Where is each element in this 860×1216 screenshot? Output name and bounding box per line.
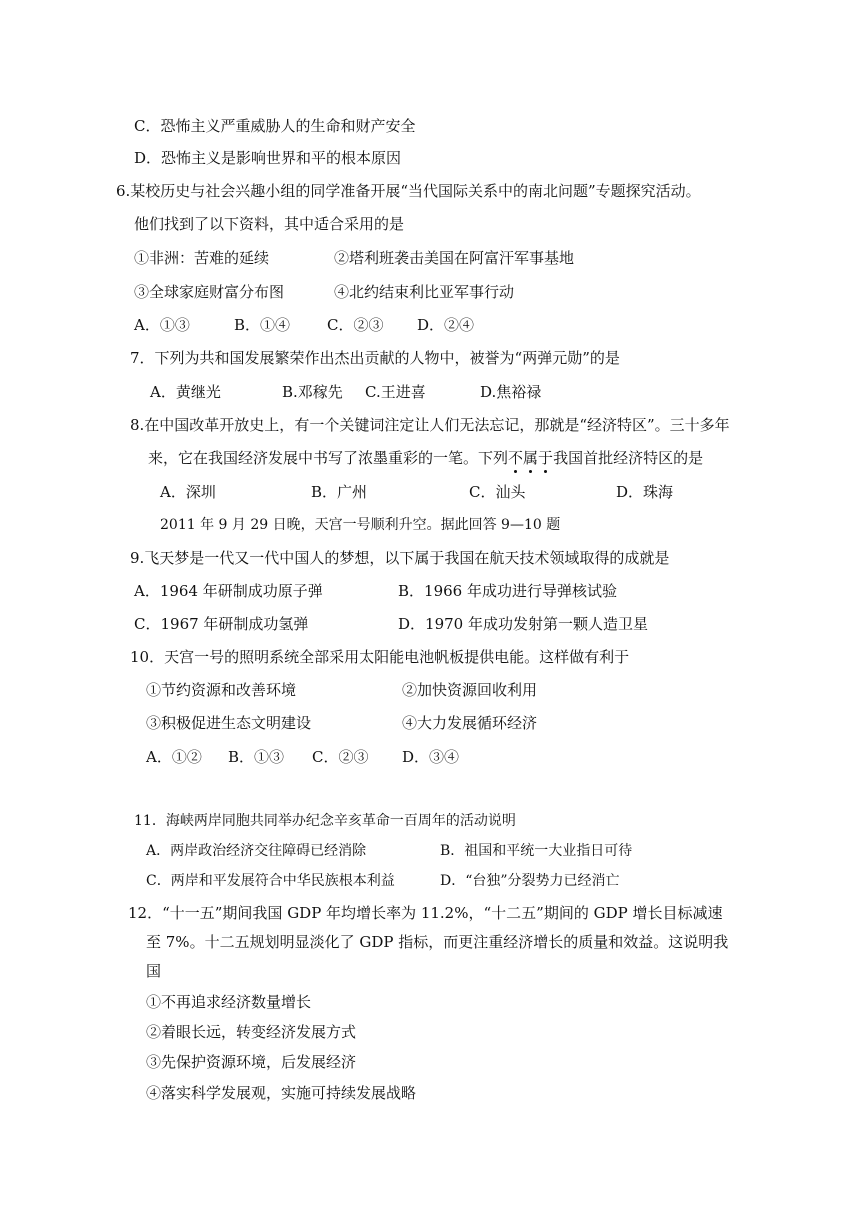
- q5-option-d: D．恐怖主义是影响世界和平的根本原因: [134, 149, 402, 167]
- q9-stem: 9.飞天梦是一代又一代中国人的梦想，以下属于我国在航天技术领域取得的成就是: [130, 549, 670, 567]
- q6-option-b: B．①④: [234, 316, 291, 334]
- q6-material-3: ③全球家庭财富分布图: [134, 283, 285, 301]
- q10-stem: 10．天宫一号的照明系统全部采用太阳能电池帆板提供电能。这样做有利于: [130, 648, 630, 666]
- q12-statement-2: ②着眼长远，转变经济发展方式: [146, 1023, 357, 1041]
- q10-statement-3: ③积极促进生态文明建设: [146, 714, 312, 732]
- q10-option-c: C．②③: [312, 748, 369, 766]
- q7-option-b: B.邓稼先: [282, 383, 343, 401]
- q11-option-c: C．两岸和平发展符合中华民族根本利益: [146, 873, 395, 889]
- q8-option-c: C．汕头: [469, 483, 526, 501]
- q11-stem: 11．海峡两岸同胞共同举办纪念辛亥革命一百周年的活动说明: [134, 813, 516, 829]
- q8-stem-line-1: 8.在中国改革开放史上，有一个关键词注定让人们无法忘记，那就是“经济特区”。三十多年: [130, 416, 730, 434]
- q10-statement-2: ②加快资源回收利用: [402, 681, 538, 699]
- q6-material-4: ④北约结束利比亚军事行动: [334, 283, 515, 301]
- q12-statement-4: ④落实科学发展观，实施可持续发展战略: [146, 1084, 417, 1102]
- intro-9-10: 2011 年 9 月 29 日晚，天宫一号顺利升空。据此回答 9—10 题: [160, 517, 561, 533]
- q8-stem-text-after: 我国首批经济特区的是: [553, 449, 704, 467]
- q12-statement-1: ①不再追求经济数量增长: [146, 993, 312, 1011]
- q7-option-a: A．黄继光: [150, 383, 221, 401]
- q6-option-c: C．②③: [327, 316, 384, 334]
- q10-option-b: B．①③: [228, 748, 285, 766]
- q6-stem-line-1: 6.某校历史与社会兴趣小组的同学准备开展“当代国际关系中的南北问题”专题探究活动。: [116, 182, 701, 200]
- q8-option-b: B．广州: [311, 483, 368, 501]
- q11-option-d: D．“台独”分裂势力已经消亡: [440, 873, 620, 889]
- q8-emphasis-char-1: 不: [508, 449, 524, 467]
- q8-emphasis-char-2: 属: [523, 449, 539, 467]
- q8-option-a: A．深圳: [160, 483, 216, 501]
- q12-stem-line-3: 国: [146, 962, 162, 980]
- q11-option-b: B．祖国和平统一大业指日可待: [440, 843, 633, 859]
- q10-option-d: D．③④: [402, 748, 460, 766]
- q11-option-a: A．两岸政治经济交往障碍已经消除: [146, 843, 367, 859]
- q5-option-c: C．恐怖主义严重威胁人的生命和财产安全: [134, 117, 416, 135]
- q9-option-d: D．1970 年成功发射第一颗人造卫星: [398, 615, 648, 633]
- q9-option-a: A．1964 年研制成功原子弹: [134, 582, 323, 600]
- q10-option-a: A．①②: [146, 748, 202, 766]
- q6-material-1: ①非洲：苦难的延续: [134, 249, 270, 267]
- q7-option-d: D.焦裕禄: [480, 383, 542, 401]
- q9-option-c: C．1967 年研制成功氢弹: [134, 615, 309, 633]
- q6-option-d: D．②④: [417, 316, 475, 334]
- q12-stem-line-2: 至 7%。十二五规划明显淡化了 GDP 指标，而更注重经济增长的质量和效益。这说明我: [146, 933, 729, 951]
- q8-stem-text-before: 来，它在我国经济发展中书写了浓墨重彩的一笔。下列: [148, 449, 509, 467]
- q7-stem: 7．下列为共和国发展繁荣作出杰出贡献的人物中，被誉为“两弹元勋”的是: [130, 349, 620, 367]
- q7-option-c: C.王进喜: [365, 383, 426, 401]
- q8-option-d: D．珠海: [616, 483, 674, 501]
- q9-option-b: B．1966 年成功进行导弹核试验: [398, 582, 617, 600]
- q12-statement-3: ③先保护资源环境，后发展经济: [146, 1053, 357, 1071]
- q10-statement-1: ①节约资源和改善环境: [146, 681, 297, 699]
- q8-emphasis-char-3: 于: [538, 449, 554, 467]
- q8-stem-line-2: [148, 448, 703, 468]
- q12-stem-line-1: 12．“十一五”期间我国 GDP 年均增长率为 11.2%，“十二五”期间的 GDP 增长目标减速: [128, 904, 723, 922]
- q6-option-a: A．①③: [134, 316, 190, 334]
- q6-stem-line-2: 他们找到了以下资料，其中适合采用的是: [134, 215, 405, 233]
- q6-material-2: ②塔利班袭击美国在阿富汗军事基地: [334, 249, 575, 267]
- q10-statement-4: ④大力发展循环经济: [402, 714, 538, 732]
